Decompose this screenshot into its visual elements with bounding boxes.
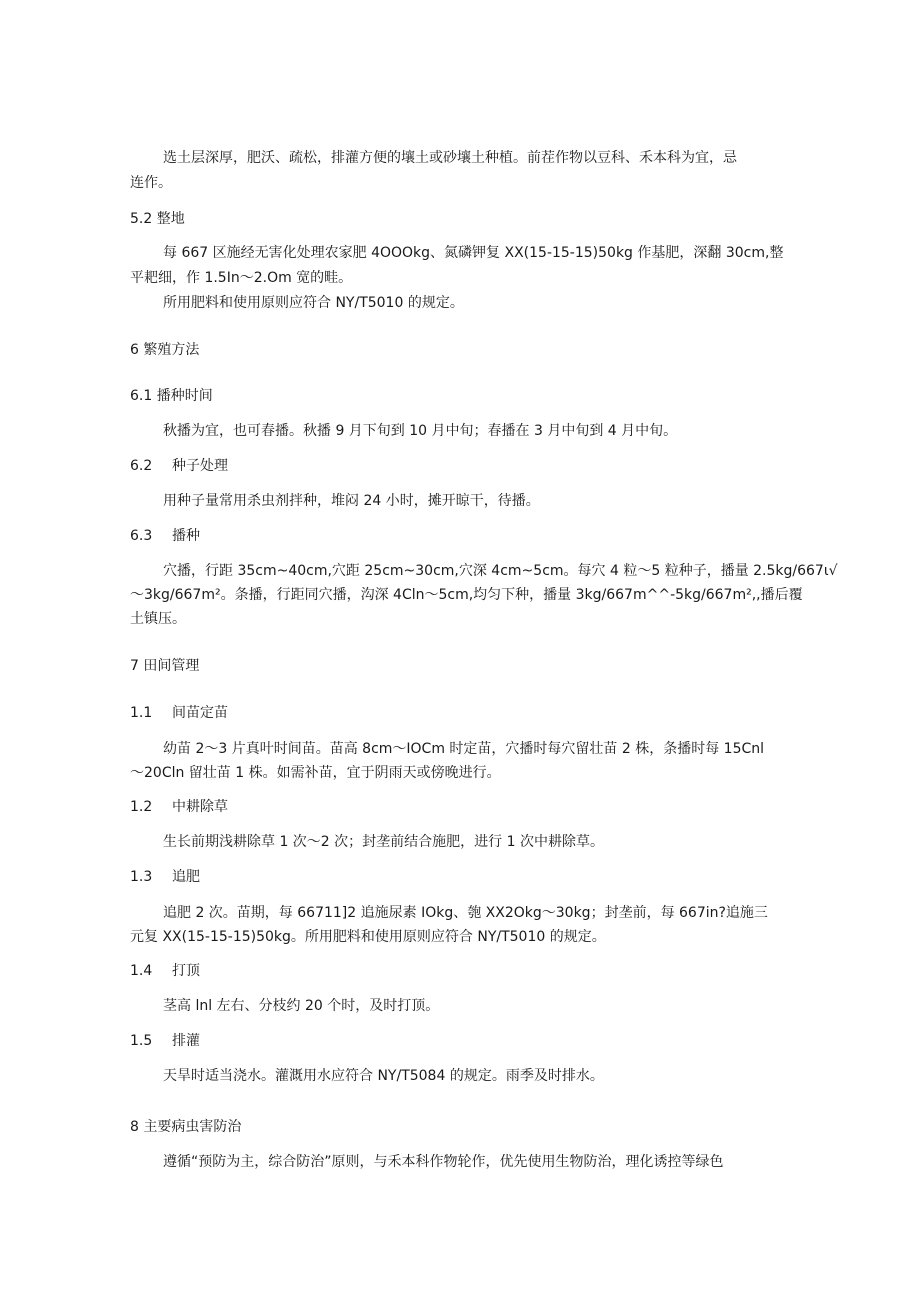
heading-1-1 [130,703,228,723]
paragraph-1-3-line-1: 追肥 2 次。苗期，每 66711]2 追施尿素 IOkg、匏 XX2Okg～30kg；封垄前，每 667in?追施三 [163,905,768,921]
heading-6-2-title: 种子处理 [172,458,228,474]
heading-1-4-title: 打顶 [172,963,200,979]
paragraph-intro-line-2: 连作。 [130,175,172,191]
heading-6-2 [130,456,228,476]
heading-6: 6 繁殖方法 [130,342,200,358]
heading-1-5-number: 1.5 [130,1033,153,1049]
paragraph-intro-line-1: 选土层深厚，肥沃、疏松，排灌方便的壤土或砂壤土种植。前茬作物以豆科、禾本科为宜，忌 [163,150,737,166]
heading-1-5 [130,1031,200,1051]
paragraph-6-3-line-1: 穴播，行距 35cm~40cm,穴距 25cm~30cm,穴深 4cm~5cm。每穴 4 粒～5 粒种子，播量 2.5kg/667ι√ [163,563,838,579]
heading-6-3 [130,526,200,546]
paragraph-1-1-line-2: ～20Cln 留壮苗 1 株。如需补苗，宜于阴雨天或傍晚进行。 [130,765,501,781]
heading-1-3-title: 追肥 [172,869,200,885]
heading-1-4-number: 1.4 [130,963,153,979]
heading-1-3 [130,867,200,887]
heading-6-2-number: 6.2 [130,458,153,474]
paragraph-1-2: 生长前期浅耕除草 1 次～2 次；封垄前结合施肥，进行 1 次中耕除草。 [163,834,604,850]
paragraph-5-2-line-1: 每 667 区施经无害化处理农家肥 4OOOkg、氮磷钾复 XX(15-15-15)50kg 作基肥，深翻 30cm,整 [163,245,784,261]
paragraph-8-line-1: 遵循“预防为主，综合防治”原则，与禾本科作物轮作，优先使用生物防治，理化诱控等绿色 [163,1154,724,1170]
heading-1-2-number: 1.2 [130,799,153,815]
paragraph-1-5: 天旱时适当浇水。灌溉用水应符合 NY/T5084 的规定。雨季及时排水。 [163,1068,604,1084]
paragraph-1-1-line-1: 幼苗 2～3 片真叶时间苗。苗高 8cm～IOCm 时定苗，穴播时每穴留壮苗 2 株，条播时每 15Cnl [163,741,765,757]
heading-1-1-number: 1.1 [130,705,153,721]
paragraph-6-3-line-3: 土镇压。 [130,611,186,627]
heading-1-4 [130,961,200,981]
heading-1-2 [130,797,228,817]
heading-6-1: 6.1 播种时间 [130,388,213,404]
paragraph-6-1: 秋播为宜，也可春播。秋播 9 月下旬到 10 月中旬；春播在 3 月中旬到 4 月中旬。 [163,423,678,439]
heading-6-3-title: 播种 [172,528,200,544]
heading-6-3-number: 6.3 [130,528,153,544]
paragraph-1-3-line-2: 元复 XX(15-15-15)50kg。所用肥料和使用原则应符合 NY/T5010 的规定。 [130,929,606,945]
paragraph-5-2-line-3: 所用肥料和使用原则应符合 NY/T5010 的规定。 [163,295,464,311]
heading-1-3-number: 1.3 [130,869,153,885]
heading-1-1-title: 间苗定苗 [172,705,228,721]
heading-1-2-title: 中耕除草 [172,799,228,815]
heading-5-2: 5.2 整地 [130,211,185,227]
paragraph-1-4: 茎高 lnl 左右、分枝约 20 个时，及时打顶。 [163,998,440,1014]
heading-7: 7 田间管理 [130,658,200,674]
paragraph-6-2: 用种子量常用杀虫剂拌种，堆闷 24 小时，摊开晾干，待播。 [163,493,540,509]
paragraph-5-2-line-2: 平耙细，作 1.5In～2.Om 宽的畦。 [130,270,353,286]
heading-1-5-title: 排灌 [172,1033,200,1049]
heading-8: 8 主要病虫害防治 [130,1119,242,1135]
paragraph-6-3-line-2: ～3kg/667m²。条播，行距同穴播，沟深 4Cln～5cm,均匀下种，播量 3kg/667m^^-5kg/667m²,,播后覆 [130,587,803,603]
